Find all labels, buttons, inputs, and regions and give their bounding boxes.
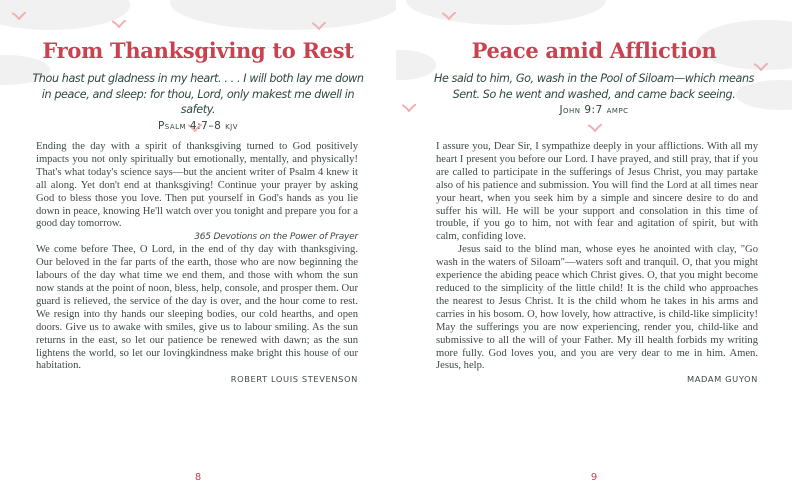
- page-number: 8: [194, 472, 202, 483]
- devotional-body: [36, 141, 358, 386]
- bird-icon: [588, 124, 602, 132]
- scripture-verse: [30, 71, 366, 134]
- verse-reference: John 9:7 ampc: [559, 104, 629, 116]
- bird-icon: [402, 104, 416, 112]
- bird-icon: [754, 63, 768, 71]
- letter-paragraph: I assure you, Dear Sir, I sympathize deeply in your afflictions. With all my heart I present you before our Lord. I have prayed, and still pray, that if you are called to participate in the sufferings of Jesus Christ, you may partake also of his patience and submission. You will find the Lord at all times near your heart, when you seek him by a simple and sincere desire to do and suffer his will. He will be your support and consolation in this time of trouble, if you go to him, not with fear and agitation of spirit, but with calm, confiding love.: [436, 141, 758, 243]
- page-title: Peace amid Affliction: [471, 38, 717, 63]
- cloud-decoration: [170, 0, 396, 30]
- bird-icon: [112, 20, 126, 28]
- page-title: From Thanksgiving to Rest: [42, 38, 354, 63]
- letter-paragraph: Jesus said to the blind man, whose eyes he anointed with clay, "Go wash in the waters of Siloam"—waters soft and tranquil. O, that you might experience the abiding peace which Christ gives. O, that you might become reduced to the simplicity of the little child! It is the child who approaches the nearest to Jesus Christ. It is the child whom he takes in his arms and carries in his bosom. O, how lovely, how attractive, is child-like simplicity! May the sufferings you are now experiencing, render you, child-like and submissive to all the will of your Father. My ill health forbids my writing more fully. God loves you, and you are very dear to me in him. Amen. Jesus, help.: [436, 244, 758, 372]
- bird-icon: [12, 12, 26, 20]
- page-number: 9: [590, 472, 598, 483]
- letter-body: [436, 141, 758, 386]
- prayer-paragraph: We come before Thee, O Lord, in the end of thy day with thanksgiving. Our beloved in the far parts of the earth, those who are now beginning the labours of the day what time we end them, and those with whom the sun now stands at the point of noon, bless, help, console, and prosper them. Our guard is relieved, the service of the day is over, and the hour come to rest. We resign into thy hands our sleeping bodies, our cold hearths, and open doors. Give us to awake with smiles, give us to labour smiling. As the sun returns in the east, so let our patience be renewed with dawn; as the sun lightens the world, so let our lovingkindness make bright this house of our habitation.: [36, 244, 358, 372]
- cloud-decoration: [406, 0, 606, 25]
- attribution: ROBERT LOUIS STEVENSON: [230, 374, 358, 385]
- bird-icon: [442, 12, 456, 20]
- verse-text: Thou hast put gladness in my heart. . . . I will both lay me down in peace, and sleep: for thou, Lord, only makest me dwell in safety.: [32, 72, 364, 116]
- attribution: 365 Devotions on the Power of Prayer: [194, 232, 358, 243]
- verse-text: He said to him, Go, wash in the Pool of Siloam—which means Sent. So he went and washed, and came back seeing.: [433, 72, 755, 101]
- verse-reference: Psalm 4:7–8 kjv: [157, 119, 239, 132]
- right-page: [396, 0, 792, 504]
- devotional-paragraph: Ending the day with a spirit of thanksgiving turned to God positively impacts you not only spiritually but emotionally, mentally, and physically! That's what today's science says—but the ancient writer of Psalm 4 knew it all along. Yet don't end at thanksgiving! Continue your prayer by asking God to bless those you love. Then put yourself in God's hands as you lie down in peace, knowing He'll watch over you tonight and prepare you for a good day tomorrow.: [36, 141, 358, 230]
- attribution: MADAM GUYON: [686, 374, 758, 385]
- scripture-verse: [426, 71, 762, 119]
- bird-icon: [312, 22, 326, 30]
